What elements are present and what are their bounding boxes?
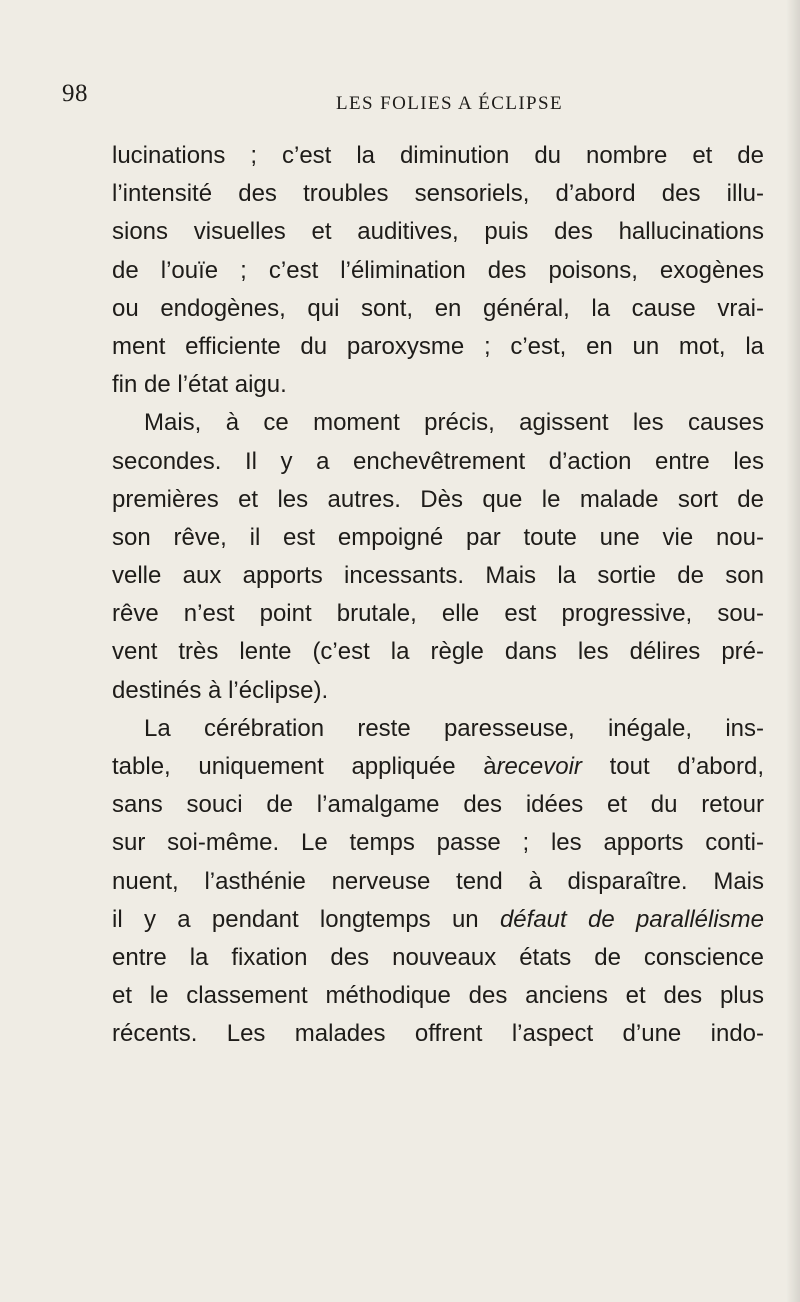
- text-line: destinés à l’éclipse).: [112, 676, 329, 704]
- text-line: sans souci de l’amalgame des idées et du retour: [112, 791, 764, 819]
- text-line: récents. Les malades offrent l’aspect d’une indo-: [112, 1020, 764, 1048]
- text-line: de l’ouïe ; c’est l’élimination des poisons, exogènes: [112, 256, 764, 284]
- text-line: nuent, l’asthénie nerveuse tend à disparaître. Mais: [112, 867, 764, 895]
- italic-text: recevoir: [496, 753, 582, 780]
- text-line: [112, 748, 764, 786]
- text-line: vent très lente (c’est la règle dans les délires pré-: [112, 638, 764, 666]
- text-line: secondes. Il y a enchevêtrement d’action entre les: [112, 447, 764, 475]
- page-edge-shadow: [786, 0, 800, 1302]
- text-line: son rêve, il est empoigné par toute une vie nou-: [112, 523, 764, 551]
- text-line: rêve n’est point brutale, elle est progressive, sou-: [112, 600, 764, 628]
- text-line: ou endogènes, qui sont, en général, la cause vrai-: [112, 294, 764, 322]
- page-number: 98: [62, 80, 88, 107]
- text-line: Mais, à ce moment précis, agissent les causes: [144, 409, 764, 437]
- text-line: velle aux apports incessants. Mais la sortie de son: [112, 562, 764, 590]
- text-line: La cérébration reste paresseuse, inégale, ins-: [144, 714, 764, 742]
- text-line: et le classement méthodique des anciens et des plus: [112, 982, 764, 1010]
- italic-text: défaut de parallélisme: [499, 905, 765, 933]
- text-line: premières et les autres. Dès que le malade sort de: [112, 485, 764, 513]
- text-line: [112, 901, 764, 939]
- text-line: ment efficiente du paroxysme ; c’est, en un mot, la: [112, 332, 764, 360]
- text-segment: tout d’abord,: [581, 753, 764, 780]
- text-line: entre la fixation des nouveaux états de conscience: [112, 943, 764, 971]
- text-segment: table, uniquement appliquée à: [112, 753, 497, 780]
- body-text: [112, 137, 764, 1054]
- text-segment: il y a pendant longtemps un: [112, 905, 479, 933]
- text-line: sur soi-même. Le temps passe ; les apports conti-: [112, 829, 764, 857]
- text-line: l’intensité des troubles sensoriels, d’abord des illu-: [112, 180, 764, 208]
- text-line: lucinations ; c’est la diminution du nombre et de: [112, 142, 764, 169]
- text-line: sions visuelles et auditives, puis des hallucinations: [112, 218, 764, 246]
- running-title: LES FOLIES A ÉCLIPSE: [336, 93, 563, 114]
- text-line: fin de l’état aigu.: [112, 371, 287, 399]
